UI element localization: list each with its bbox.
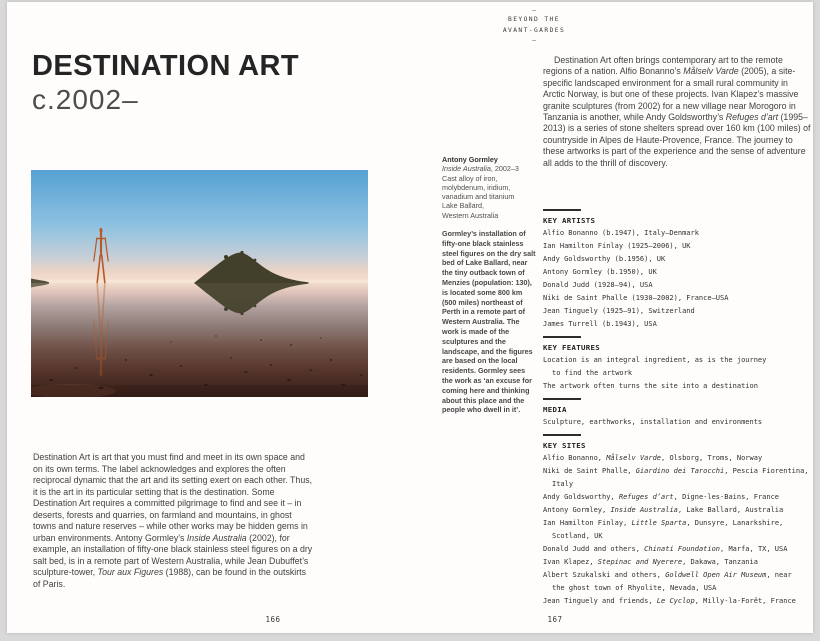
key-site-item: Jean Tinguely and friends, Le Cyclop, Milly-la-Forêt, France [543,597,796,605]
caption-work-title: Inside Australia, 2002–3 [442,164,519,174]
page-title: DESTINATION ART [32,50,299,82]
page-subtitle-date-range: c.2002– [32,84,139,115]
photo-caption [442,155,537,220]
caption-location-line2: Western Australia [442,210,499,220]
key-site-item: Andy Goldsworthy, Refuges d’art, Digne-les-Bains, France [543,493,780,501]
key-feature-item: Location is an integral ingredient, as is the journey [543,356,767,364]
key-site-item: Albert Szukalski and others, Goldwell Open Air Museum, near [543,571,792,579]
key-sites-heading: KEY SITES [543,441,586,450]
left-page-number: 166 [265,615,281,624]
inside-australia-photo [31,170,368,397]
key-feature-item: The artwork often turns the site into a destination [543,382,758,390]
key-site-item: Donald Judd and others, Chinati Foundation, Marfa, TX, USA [543,545,788,553]
key-site-item: Antony Gormley, Inside Australia, Lake Ballard, Australia [543,506,784,514]
key-artist-item: Antony Gormley (b.1950), UK [543,268,657,276]
running-header-line2: AVANT-GARDES [502,26,566,34]
section-divider [543,398,581,400]
key-artists-heading: KEY ARTISTS [543,216,596,225]
key-artist-item: Niki de Saint Phalle (1930–2002), France–USA [543,294,729,302]
key-features-heading: KEY FEATURES [543,343,600,352]
key-site-item: Ian Hamilton Finlay, Little Sparta, Dunsyre, Lanarkshire, [543,519,784,527]
photo-caption-note: Gormley’s installation of fifty-one black stainless steel figures on the dry salt bed of Lake Ballard, near the tiny outback town of Menzies (population: 130), is located some 800 km (500 miles) northeast of Perth in a remote part of Western Australia. The work is made of the sculptures and the landscape, and the figures are based on the local residents. Gormley sees the work as ‘an excuse for coming here and thinking about this place and the people who dwell in it’. [442,229,536,415]
media-heading: MEDIA [543,405,567,414]
section-divider [543,209,581,211]
key-site-item: Alfio Bonanno, Målselv Varde, Olsborg, Troms, Norway [543,454,763,462]
media-item: Sculpture, earthworks, installation and environments [543,418,763,426]
info-sections [543,209,811,608]
section-divider [543,434,581,436]
running-header [479,6,589,45]
key-site-item-continued: Italy [552,480,574,488]
caption-materials: Cast alloy of iron, molybdenum, iridium, vanadium and titanium [442,173,515,202]
left-body-text: Destination Art is art that you must find and meet in its own space and on its own terms. The label acknowledges and explores the often reciprocal dynamic that the art and its setting exert on each other. Thus, it is the art in its particular setting that is the destination. Some Destination Art requires a committed pilgrimage to find and see it – in deserts, forests and quarries, on farmland and mountains, in ghost towns and nature reserves – while other works may be hidden gems in urban environments. Antony Gormley’s Inside Australia (2002), for example, an installation of fifty-one black stainless steel figures on a dry salt bed, is in a remote part of Western Australia, while Jean Dubuffet’s sculpture-tower, Tour aux Figures (1988), can be found in the outskirts of Paris. [33,452,313,589]
caption-artist: Antony Gormley [442,155,498,164]
running-header-dash-bottom: – [532,37,536,44]
section-divider [543,336,581,338]
key-site-item-continued: the ghost town of Rhyolite, Nevada, USA [552,584,717,592]
caption-location-line1: Lake Ballard, [442,201,484,211]
key-artist-item: Alfio Bonanno (b.1947), Italy–Denmark [543,229,699,237]
salt-lake-water [31,280,368,398]
key-artist-item: Jean Tinguely (1925–91), Switzerland [543,307,695,315]
key-site-item-continued: Scotland, UK [552,532,603,540]
key-artist-item: Donald Judd (1928–94), USA [543,281,653,289]
key-site-item: Niki de Saint Phalle, Giardino dei Tarocchi, Pescia Fiorentina, [543,467,809,475]
key-site-item: Ivan Klapez, Stepinac and Nyerere, Dakawa, Tanzania [543,558,758,566]
key-artist-item: James Turrell (b.1943), USA [543,320,657,328]
key-artist-item: Ian Hamilton Finlay (1925–2006), UK [543,242,691,250]
running-header-dash-top: – [532,7,536,14]
key-artist-item: Andy Goldsworthy (b.1956), UK [543,255,666,263]
sky [31,170,368,283]
right-intro-text: Destination Art often brings contemporary art to the remote regions of a nation. Alfio Bonanno’s Målselv Varde (2005), a site-specific landscaped environment for a small rural community in Arctic Norway, is but one of these projects. Ivan Klapez’s massive granite sculptures (from 2002) for a new village near Morogoro in Tanzania is another, while Andy Goldsworthy’s Refuges d’art (1995–2013) is a series of stone shelters spread over 160 km (100 miles) of countryside in Alpes de Haute-Provence, France. The journey to these artworks is part of the experience and the sense of adventure all adds to the thrill of discovery. [543,55,811,168]
right-page-number: 167 [547,615,563,624]
running-header-line1: BEYOND THE [508,16,560,23]
key-feature-item-continued: to find the artwork [552,369,633,377]
